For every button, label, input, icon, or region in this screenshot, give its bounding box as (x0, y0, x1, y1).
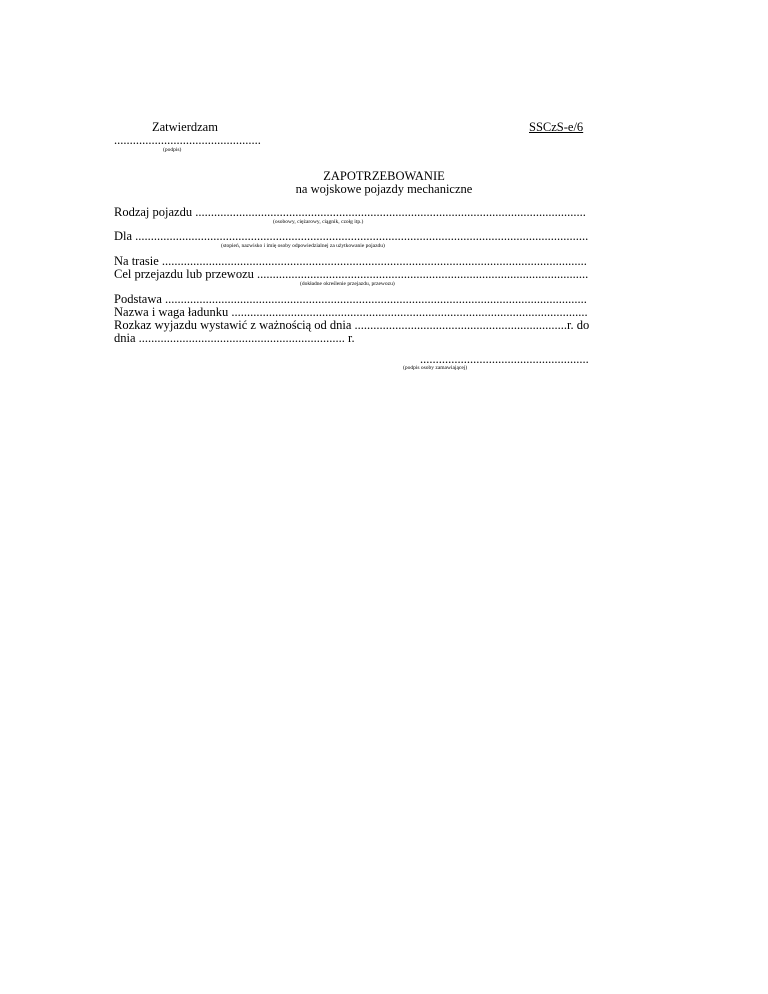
approve-signature-caption: (podpis) (163, 147, 182, 153)
field-order-validity[interactable]: Rozkaz wyjazdu wystawić z ważnością od dnia ....................................................................r. do (114, 318, 590, 332)
requester-signature-line: ...................................................... (420, 352, 589, 366)
form-title: ZAPOTRZEBOWANIE (323, 169, 445, 183)
form-subtitle: na wojskowe pojazdy mechaniczne (295, 182, 473, 196)
field-route[interactable]: Na trasie ........................................................................................................................................ (114, 254, 587, 268)
field-for[interactable]: Dla ................................................................................................................................................. (114, 229, 589, 243)
approve-signature-line: ............................................... (114, 133, 261, 147)
field-order-until[interactable]: dnia .................................................................. r. (114, 331, 355, 345)
field-purpose[interactable]: Cel przejazdu lub przewozu .......................................................................................................... (114, 267, 589, 281)
field-vehicle-type[interactable]: Rodzaj pojazdu ............................................................................................................................. (114, 205, 586, 219)
form-code: SSCzS-e/6 (529, 120, 584, 134)
field-cargo[interactable]: Nazwa i waga ładunku .................................................................................................................. (114, 305, 588, 319)
field-for-hint: (stopień, nazwisko i imię osoby odpowiedzialnej za użytkowanie pojazdu) (221, 243, 385, 249)
requester-signature-caption: (podpis osoby zamawiającej) (403, 365, 468, 371)
field-vehicle-type-hint: (osobowy, ciężarowy, ciągnik, czołg itp.) (273, 219, 364, 225)
approve-label: Zatwierdzam (152, 120, 218, 134)
field-basis[interactable]: Podstawa ....................................................................................................................................... (114, 292, 587, 306)
field-purpose-hint: (dokładne określenie przejazdu, przewozu) (300, 281, 395, 287)
